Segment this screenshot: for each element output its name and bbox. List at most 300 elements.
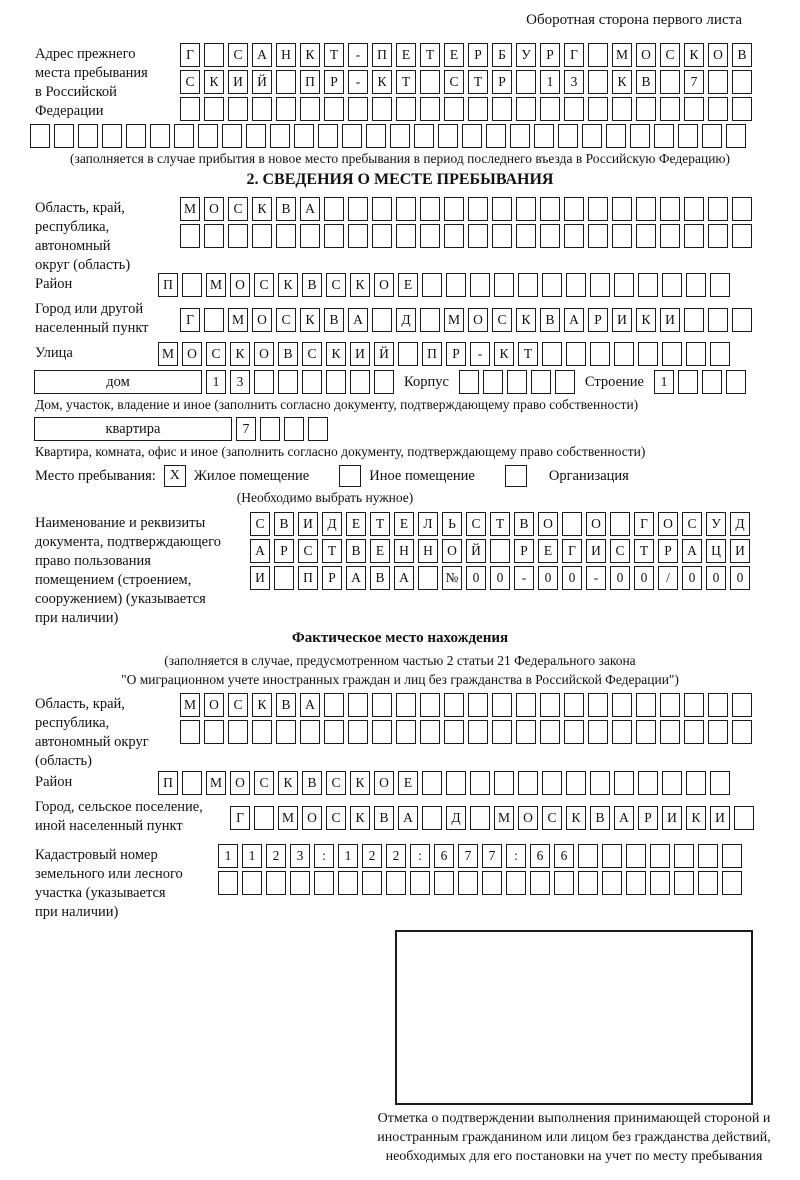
char-cell[interactable]: К [516, 308, 536, 332]
char-cell[interactable]: В [374, 806, 394, 830]
char-cell[interactable]: 0 [466, 566, 486, 590]
char-cell[interactable]: М [180, 693, 200, 717]
char-cell[interactable] [534, 124, 554, 148]
char-cell[interactable] [708, 197, 728, 221]
char-cell[interactable] [660, 720, 680, 744]
char-cell[interactable]: А [564, 308, 584, 332]
char-cell[interactable]: С [206, 342, 226, 366]
char-cell[interactable] [420, 693, 440, 717]
char-cell[interactable]: С [326, 771, 346, 795]
char-cell[interactable]: П [298, 566, 318, 590]
char-cell[interactable]: Ц [706, 539, 726, 563]
char-cell[interactable] [516, 97, 536, 121]
char-cell[interactable] [420, 308, 440, 332]
char-cell[interactable] [492, 224, 512, 248]
char-cell[interactable] [468, 693, 488, 717]
char-cell[interactable] [588, 43, 608, 67]
char-cell[interactable] [324, 97, 344, 121]
char-cell[interactable] [324, 224, 344, 248]
char-cell[interactable] [492, 693, 512, 717]
char-cell[interactable] [708, 308, 728, 332]
char-cell[interactable]: Л [418, 512, 438, 536]
char-cell[interactable] [564, 97, 584, 121]
char-cell[interactable] [174, 124, 194, 148]
char-cell[interactable]: С [302, 342, 322, 366]
char-cell[interactable]: К [350, 273, 370, 297]
char-cell[interactable]: С [444, 70, 464, 94]
char-cell[interactable] [684, 720, 704, 744]
char-cell[interactable]: 0 [706, 566, 726, 590]
char-cell[interactable] [266, 871, 286, 895]
char-cell[interactable]: Е [398, 273, 418, 297]
char-cell[interactable] [686, 771, 706, 795]
char-cell[interactable]: 3 [290, 844, 310, 868]
char-cell[interactable]: О [374, 273, 394, 297]
char-cell[interactable]: К [612, 70, 632, 94]
char-cell[interactable]: - [348, 43, 368, 67]
char-cell[interactable]: С [180, 70, 200, 94]
char-cell[interactable]: Т [518, 342, 538, 366]
char-cell[interactable]: О [374, 771, 394, 795]
char-cell[interactable] [660, 693, 680, 717]
char-cell[interactable]: Т [420, 43, 440, 67]
char-cell[interactable] [438, 124, 458, 148]
char-cell[interactable] [660, 197, 680, 221]
char-cell[interactable] [372, 720, 392, 744]
char-cell[interactable]: С [228, 43, 248, 67]
char-cell[interactable] [516, 693, 536, 717]
char-cell[interactable]: - [348, 70, 368, 94]
char-cell[interactable]: А [394, 566, 414, 590]
char-cell[interactable] [732, 224, 752, 248]
char-cell[interactable] [674, 844, 694, 868]
char-cell[interactable]: 0 [562, 566, 582, 590]
char-cell[interactable] [458, 871, 478, 895]
char-cell[interactable] [684, 308, 704, 332]
char-cell[interactable]: Г [230, 806, 250, 830]
char-cell[interactable] [540, 224, 560, 248]
char-cell[interactable] [710, 342, 730, 366]
char-cell[interactable]: Р [324, 70, 344, 94]
char-cell[interactable] [654, 124, 674, 148]
char-cell[interactable] [708, 97, 728, 121]
char-cell[interactable] [324, 197, 344, 221]
char-cell[interactable] [242, 871, 262, 895]
char-cell[interactable]: А [348, 308, 368, 332]
char-cell[interactable]: 0 [490, 566, 510, 590]
char-cell[interactable]: Т [490, 512, 510, 536]
char-cell[interactable]: К [684, 43, 704, 67]
char-cell[interactable] [662, 342, 682, 366]
char-cell[interactable] [302, 370, 322, 394]
char-cell[interactable]: Т [324, 43, 344, 67]
char-cell[interactable] [588, 224, 608, 248]
char-cell[interactable]: В [636, 70, 656, 94]
char-cell[interactable] [650, 871, 670, 895]
char-cell[interactable]: П [158, 771, 178, 795]
char-cell[interactable]: 0 [538, 566, 558, 590]
char-cell[interactable]: К [300, 43, 320, 67]
char-cell[interactable]: И [612, 308, 632, 332]
char-cell[interactable] [590, 273, 610, 297]
char-cell[interactable] [578, 844, 598, 868]
char-cell[interactable] [566, 273, 586, 297]
char-cell[interactable] [732, 197, 752, 221]
char-cell[interactable]: М [180, 197, 200, 221]
char-cell[interactable]: О [708, 43, 728, 67]
char-cell[interactable]: / [658, 566, 678, 590]
char-cell[interactable] [318, 124, 338, 148]
char-cell[interactable] [494, 273, 514, 297]
char-cell[interactable] [276, 70, 296, 94]
char-cell[interactable] [294, 124, 314, 148]
char-cell[interactable]: Т [322, 539, 342, 563]
char-cell[interactable] [314, 871, 334, 895]
char-cell[interactable] [636, 97, 656, 121]
char-cell[interactable]: - [586, 566, 606, 590]
char-cell[interactable] [348, 97, 368, 121]
char-cell[interactable] [710, 771, 730, 795]
char-cell[interactable]: И [250, 566, 270, 590]
char-cell[interactable]: К [372, 70, 392, 94]
char-cell[interactable]: К [350, 771, 370, 795]
char-cell[interactable]: К [300, 308, 320, 332]
char-cell[interactable] [444, 720, 464, 744]
char-cell[interactable]: К [278, 273, 298, 297]
char-cell[interactable]: С [542, 806, 562, 830]
char-cell[interactable] [708, 720, 728, 744]
char-cell[interactable]: Р [540, 43, 560, 67]
char-cell[interactable] [254, 806, 274, 830]
char-cell[interactable] [398, 342, 418, 366]
char-cell[interactable] [638, 342, 658, 366]
char-cell[interactable] [506, 871, 526, 895]
char-cell[interactable]: Е [398, 771, 418, 795]
char-cell[interactable] [396, 720, 416, 744]
char-cell[interactable] [418, 566, 438, 590]
char-cell[interactable] [686, 273, 706, 297]
char-cell[interactable]: 0 [682, 566, 702, 590]
char-cell[interactable]: И [662, 806, 682, 830]
char-cell[interactable] [180, 224, 200, 248]
char-cell[interactable] [204, 308, 224, 332]
char-cell[interactable] [444, 197, 464, 221]
char-cell[interactable]: О [302, 806, 322, 830]
char-cell[interactable] [374, 370, 394, 394]
char-cell[interactable] [396, 197, 416, 221]
char-cell[interactable]: П [158, 273, 178, 297]
char-cell[interactable]: - [470, 342, 490, 366]
char-cell[interactable] [732, 97, 752, 121]
char-cell[interactable] [444, 693, 464, 717]
char-cell[interactable]: В [302, 273, 322, 297]
char-cell[interactable]: П [422, 342, 442, 366]
char-cell[interactable] [612, 720, 632, 744]
char-cell[interactable] [684, 97, 704, 121]
char-cell[interactable]: О [442, 539, 462, 563]
char-cell[interactable] [542, 273, 562, 297]
char-cell[interactable]: Г [180, 43, 200, 67]
char-cell[interactable] [732, 693, 752, 717]
char-cell[interactable] [702, 370, 722, 394]
char-cell[interactable] [636, 224, 656, 248]
char-cell[interactable] [180, 97, 200, 121]
char-cell[interactable]: Т [468, 70, 488, 94]
char-cell[interactable]: : [314, 844, 334, 868]
char-cell[interactable]: М [278, 806, 298, 830]
char-cell[interactable]: Й [252, 70, 272, 94]
char-cell[interactable]: И [228, 70, 248, 94]
char-cell[interactable] [518, 771, 538, 795]
char-cell[interactable] [324, 693, 344, 717]
char-cell[interactable] [722, 871, 742, 895]
char-cell[interactable]: 7 [236, 417, 256, 441]
char-cell[interactable] [564, 693, 584, 717]
char-cell[interactable]: А [300, 197, 320, 221]
char-cell[interactable] [698, 871, 718, 895]
char-cell[interactable]: 2 [362, 844, 382, 868]
char-cell[interactable] [276, 720, 296, 744]
char-cell[interactable] [531, 370, 551, 394]
char-cell[interactable]: О [254, 342, 274, 366]
char-cell[interactable]: Т [396, 70, 416, 94]
char-cell[interactable]: И [586, 539, 606, 563]
char-cell[interactable] [660, 224, 680, 248]
char-cell[interactable]: : [410, 844, 430, 868]
char-cell[interactable]: А [682, 539, 702, 563]
char-cell[interactable] [420, 70, 440, 94]
char-cell[interactable]: : [506, 844, 526, 868]
char-cell[interactable] [300, 97, 320, 121]
char-cell[interactable]: О [204, 693, 224, 717]
char-cell[interactable] [626, 871, 646, 895]
char-cell[interactable] [660, 97, 680, 121]
char-cell[interactable]: Г [564, 43, 584, 67]
char-cell[interactable]: Д [446, 806, 466, 830]
char-cell[interactable]: К [252, 197, 272, 221]
char-cell[interactable]: В [276, 693, 296, 717]
char-cell[interactable] [254, 370, 274, 394]
char-cell[interactable]: 1 [242, 844, 262, 868]
char-cell[interactable]: К [204, 70, 224, 94]
char-cell[interactable]: С [682, 512, 702, 536]
char-cell[interactable]: С [276, 308, 296, 332]
char-cell[interactable] [324, 720, 344, 744]
char-cell[interactable]: Т [370, 512, 390, 536]
char-cell[interactable]: И [350, 342, 370, 366]
char-cell[interactable] [276, 97, 296, 121]
char-cell[interactable] [78, 124, 98, 148]
char-cell[interactable]: Д [322, 512, 342, 536]
char-cell[interactable] [276, 224, 296, 248]
char-cell[interactable]: В [278, 342, 298, 366]
char-cell[interactable]: С [326, 273, 346, 297]
char-cell[interactable] [252, 720, 272, 744]
char-cell[interactable] [414, 124, 434, 148]
char-cell[interactable] [444, 224, 464, 248]
char-cell[interactable]: С [254, 771, 274, 795]
char-cell[interactable] [726, 370, 746, 394]
char-cell[interactable] [636, 197, 656, 221]
char-cell[interactable] [510, 124, 530, 148]
char-cell[interactable]: О [636, 43, 656, 67]
char-cell[interactable] [470, 806, 490, 830]
char-cell[interactable] [348, 720, 368, 744]
char-cell[interactable] [732, 70, 752, 94]
char-cell[interactable]: С [228, 197, 248, 221]
char-cell[interactable] [222, 124, 242, 148]
char-cell[interactable] [372, 308, 392, 332]
char-cell[interactable] [308, 417, 328, 441]
char-cell[interactable]: 3 [230, 370, 250, 394]
char-cell[interactable] [564, 720, 584, 744]
char-cell[interactable]: 0 [634, 566, 654, 590]
char-cell[interactable] [462, 124, 482, 148]
char-cell[interactable] [252, 97, 272, 121]
char-cell[interactable]: 6 [530, 844, 550, 868]
char-cell[interactable] [612, 97, 632, 121]
char-cell[interactable] [660, 70, 680, 94]
char-cell[interactable] [518, 273, 538, 297]
char-cell[interactable]: У [516, 43, 536, 67]
char-cell[interactable]: Г [562, 539, 582, 563]
char-cell[interactable] [708, 70, 728, 94]
char-cell[interactable]: 1 [540, 70, 560, 94]
char-cell[interactable]: С [610, 539, 630, 563]
char-cell[interactable] [614, 342, 634, 366]
char-cell[interactable]: М [206, 273, 226, 297]
char-cell[interactable]: Г [634, 512, 654, 536]
char-cell[interactable]: 6 [434, 844, 454, 868]
char-cell[interactable]: М [228, 308, 248, 332]
char-cell[interactable]: Р [658, 539, 678, 563]
char-cell[interactable]: В [302, 771, 322, 795]
char-cell[interactable] [590, 342, 610, 366]
char-cell[interactable] [610, 512, 630, 536]
char-cell[interactable] [260, 417, 280, 441]
char-cell[interactable] [702, 124, 722, 148]
char-cell[interactable]: О [538, 512, 558, 536]
char-cell[interactable]: Р [322, 566, 342, 590]
char-cell[interactable] [350, 370, 370, 394]
char-cell[interactable]: К [686, 806, 706, 830]
char-cell[interactable]: № [442, 566, 462, 590]
char-cell[interactable]: О [518, 806, 538, 830]
char-cell[interactable]: А [398, 806, 418, 830]
char-cell[interactable]: Ь [442, 512, 462, 536]
char-cell[interactable] [606, 124, 626, 148]
char-cell[interactable]: Д [396, 308, 416, 332]
char-cell[interactable]: А [300, 693, 320, 717]
char-cell[interactable] [636, 720, 656, 744]
char-cell[interactable] [614, 771, 634, 795]
char-cell[interactable] [678, 370, 698, 394]
char-cell[interactable]: Н [276, 43, 296, 67]
char-cell[interactable]: М [158, 342, 178, 366]
char-cell[interactable]: В [540, 308, 560, 332]
char-cell[interactable]: А [252, 43, 272, 67]
char-cell[interactable] [588, 693, 608, 717]
char-cell[interactable]: Р [274, 539, 294, 563]
char-cell[interactable]: Й [374, 342, 394, 366]
char-cell[interactable]: К [494, 342, 514, 366]
char-cell[interactable]: О [468, 308, 488, 332]
char-cell[interactable]: У [706, 512, 726, 536]
char-cell[interactable] [182, 273, 202, 297]
char-cell[interactable] [486, 124, 506, 148]
char-cell[interactable]: К [326, 342, 346, 366]
char-cell[interactable] [182, 771, 202, 795]
char-cell[interactable]: 0 [610, 566, 630, 590]
char-cell[interactable] [342, 124, 362, 148]
char-cell[interactable]: С [660, 43, 680, 67]
char-cell[interactable] [732, 308, 752, 332]
char-cell[interactable] [540, 197, 560, 221]
char-cell[interactable] [300, 720, 320, 744]
char-cell[interactable] [278, 370, 298, 394]
char-cell[interactable] [470, 771, 490, 795]
char-cell[interactable]: Е [370, 539, 390, 563]
char-cell[interactable]: П [372, 43, 392, 67]
char-cell[interactable]: В [732, 43, 752, 67]
char-cell[interactable] [482, 871, 502, 895]
char-cell[interactable] [678, 124, 698, 148]
char-cell[interactable] [470, 273, 490, 297]
char-cell[interactable] [555, 370, 575, 394]
char-cell[interactable] [204, 720, 224, 744]
char-cell[interactable] [228, 720, 248, 744]
char-cell[interactable]: 6 [554, 844, 574, 868]
char-cell[interactable]: В [346, 539, 366, 563]
char-cell[interactable]: С [250, 512, 270, 536]
char-cell[interactable] [492, 97, 512, 121]
char-cell[interactable] [494, 771, 514, 795]
char-cell[interactable] [228, 97, 248, 121]
char-cell[interactable]: Е [538, 539, 558, 563]
char-cell[interactable]: 0 [730, 566, 750, 590]
char-cell[interactable] [708, 224, 728, 248]
char-cell[interactable] [396, 97, 416, 121]
char-cell[interactable]: 3 [564, 70, 584, 94]
char-cell[interactable] [564, 197, 584, 221]
char-cell[interactable]: Р [514, 539, 534, 563]
char-cell[interactable] [636, 693, 656, 717]
char-cell[interactable] [726, 124, 746, 148]
char-cell[interactable] [372, 97, 392, 121]
char-cell[interactable] [420, 720, 440, 744]
char-cell[interactable]: Т [634, 539, 654, 563]
char-cell[interactable]: 1 [218, 844, 238, 868]
char-cell[interactable]: И [660, 308, 680, 332]
char-cell[interactable] [684, 693, 704, 717]
char-cell[interactable]: О [230, 273, 250, 297]
char-cell[interactable]: Е [444, 43, 464, 67]
char-cell[interactable]: В [514, 512, 534, 536]
char-cell[interactable] [722, 844, 742, 868]
organization-checkbox[interactable] [505, 465, 527, 487]
char-cell[interactable] [542, 771, 562, 795]
char-cell[interactable] [684, 224, 704, 248]
char-cell[interactable] [290, 871, 310, 895]
char-cell[interactable]: 2 [386, 844, 406, 868]
char-cell[interactable]: Е [396, 43, 416, 67]
char-cell[interactable] [459, 370, 479, 394]
char-cell[interactable] [396, 224, 416, 248]
char-cell[interactable] [468, 97, 488, 121]
char-cell[interactable] [492, 197, 512, 221]
char-cell[interactable]: Е [346, 512, 366, 536]
char-cell[interactable] [420, 224, 440, 248]
